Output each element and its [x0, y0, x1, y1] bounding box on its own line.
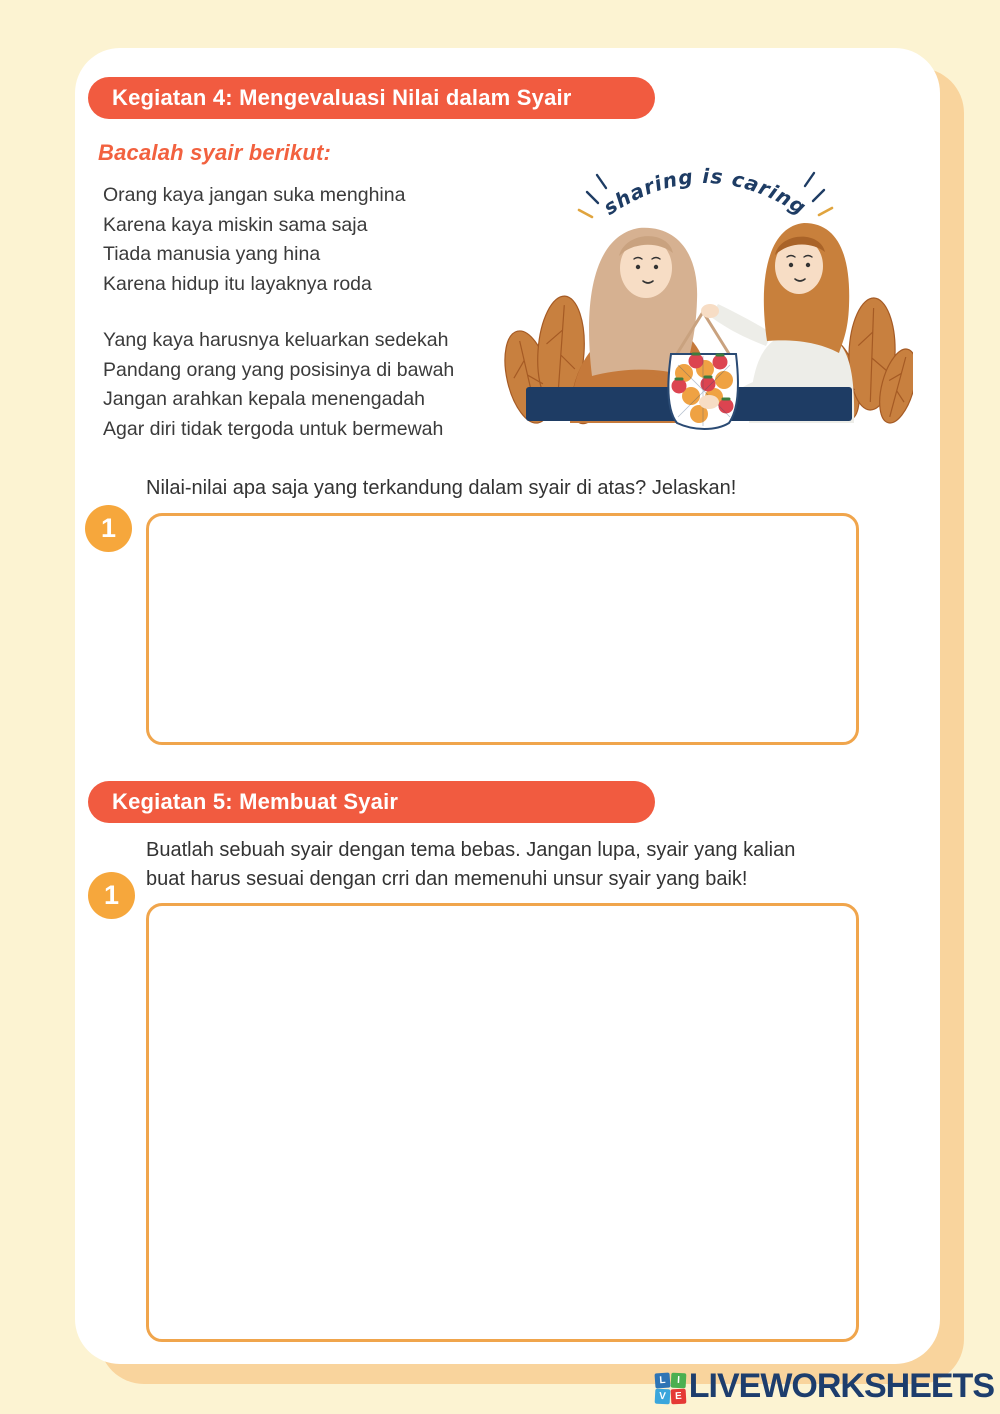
- activity5-answer-box[interactable]: [146, 903, 859, 1342]
- poem-line: Karena kaya miskin sama saja: [103, 213, 368, 236]
- activity4-banner: Kegiatan 4: Mengevaluasi Nilai dalam Syair: [88, 77, 655, 119]
- activity5-instruction: Buatlah sebuah syair dengan tema bebas. Jangan lupa, syair yang kalian buat harus sesuai dengan crri dan memenuhi unsur syair yang baik!: [146, 839, 796, 890]
- activity5-question-number-badge: 1: [88, 872, 135, 919]
- logo-square: E: [670, 1389, 686, 1405]
- logo-square: I: [670, 1373, 686, 1389]
- hand-left-woman: [699, 395, 719, 409]
- activity4-answer-box[interactable]: [146, 513, 859, 745]
- hand-right-woman: [701, 304, 719, 318]
- liveworksheets-logo-icon: [655, 1373, 686, 1404]
- poem-stanza-2: [103, 326, 454, 444]
- activity5-banner: Kegiatan 5: Membuat Syair: [88, 781, 655, 823]
- activity4-question: Nilai-nilai apa saja yang terkandung dalam syair di atas? Jelaskan!: [146, 477, 737, 499]
- sparkle-accent-left-gold: [579, 210, 592, 217]
- illustration-caption-text: sharing is caring: [598, 163, 811, 220]
- poem-stanza-1: [103, 181, 454, 299]
- liveworksheets-logo: [655, 1367, 994, 1405]
- poem-line: Tiada manusia yang hina: [103, 243, 321, 265]
- poem-line: Agar diri tidak tergoda untuk bermewah: [103, 417, 444, 440]
- poem-line: Orang kaya jangan suka menghina: [103, 184, 406, 206]
- poem-line: Jangan arahkan kepala menengadah: [103, 388, 426, 410]
- activity4-subheading: Bacalah syair berikut:: [98, 140, 332, 165]
- poem-line: Karena hidup itu layaknya roda: [103, 272, 372, 295]
- sharing-illustration: [498, 140, 913, 432]
- logo-square: L: [654, 1372, 670, 1388]
- sparkle-accent-right-gold: [819, 208, 832, 215]
- activity4-question-number-badge: 1: [85, 505, 132, 552]
- poem-line: Yang kaya harusnya keluarkan sedekah: [103, 329, 449, 351]
- poem-line: Pandang orang yang posisinya di bawah: [103, 358, 455, 381]
- sparkle-accents-right: [805, 173, 824, 201]
- liveworksheets-logo-text: LIVEWORKSHEETS: [688, 1367, 994, 1405]
- poem: [103, 181, 454, 444]
- logo-square: V: [654, 1389, 670, 1405]
